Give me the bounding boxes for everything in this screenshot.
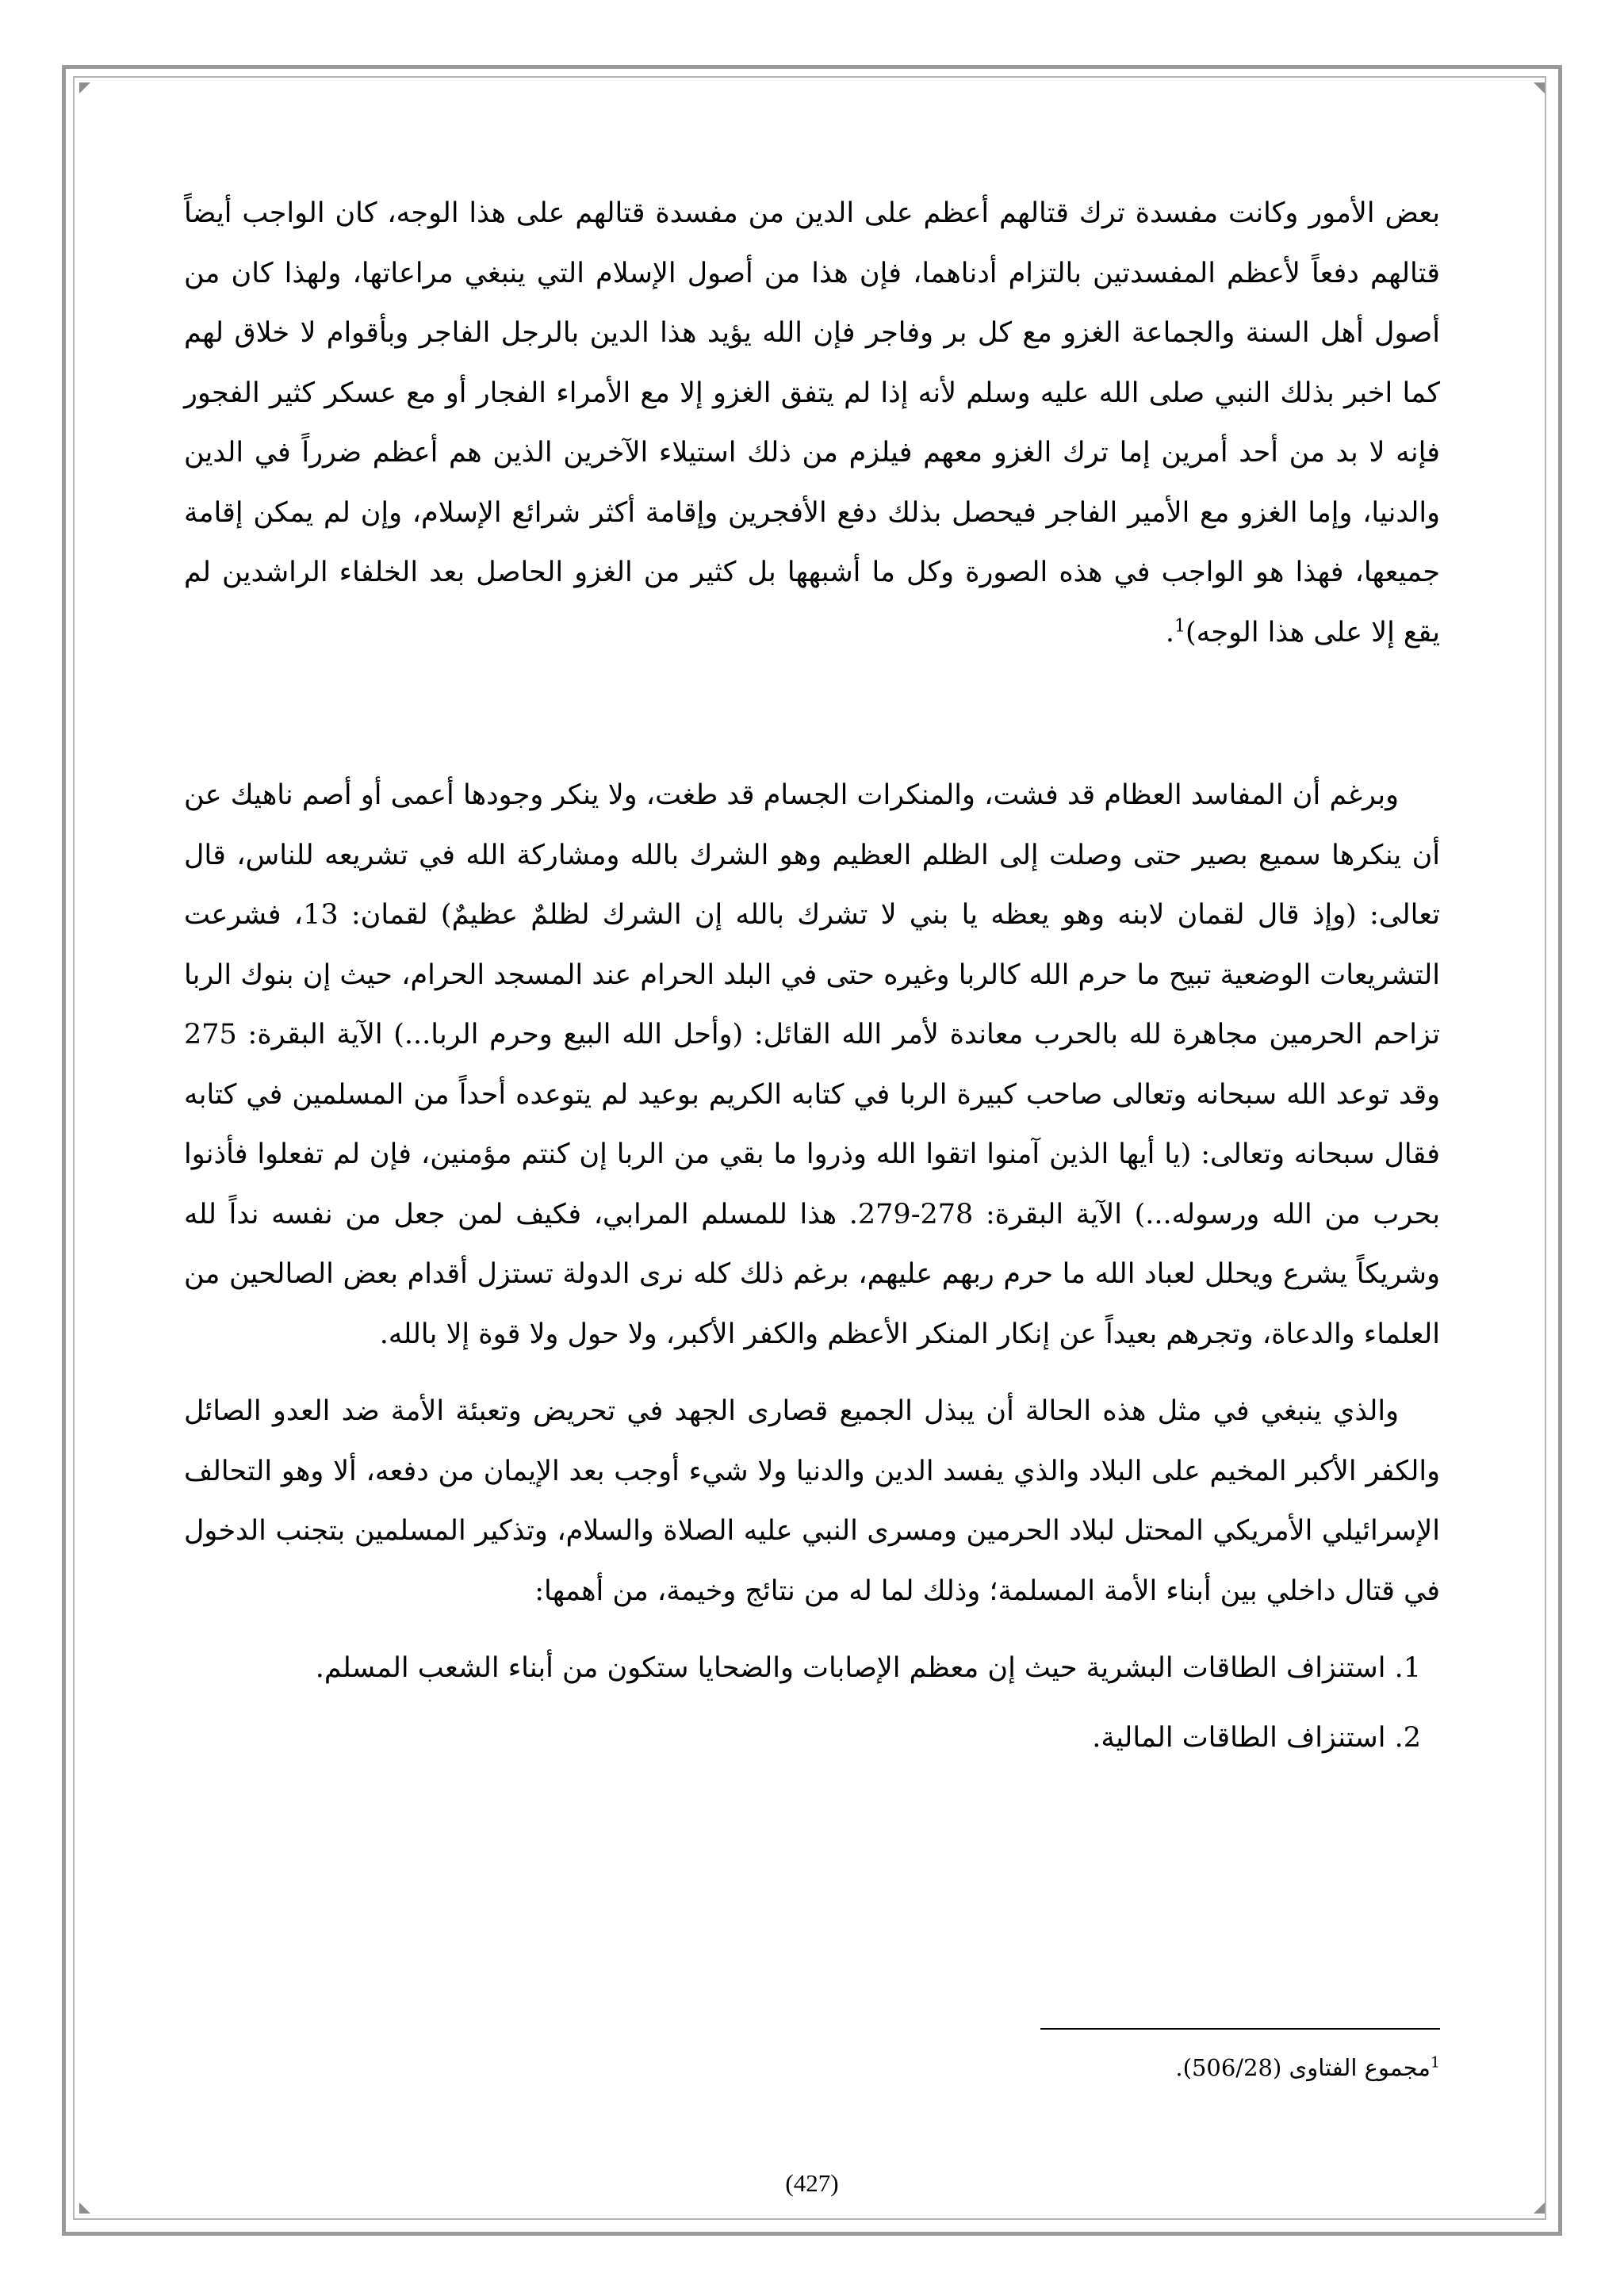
footnote-marker: 1 <box>1430 2053 1440 2072</box>
corner-ornament-bottom-right <box>1534 2202 1545 2214</box>
paragraph-quote-text: بعض الأمور وكانت مفسدة ترك قتالهم أعظم على الدين من مفسدة قتالهم على هذا الوجه، كان الواجب أيضاً قتالهم دفعاً لأعظم المفسدتين بالتزام أدناهما، فإن هذا من أصول الإسلام التي ينبغي مراعاتها، ولهذا كان من أصول أهل السنة والجماعة الغزو مع كل بر وفاجر فإن الله يؤيد هذا الدين بالرجل الفاجر وبأقوام لا خلاق لهم كما اخبر بذلك النبي صلى الله عليه وسلم لأنه إذا لم يتفق الغزو إلا مع الأمراء الفجار أو مع عسكر كثير الفجور فإنه لا بد من أحد أمرين إما ترك الغزو معهم فيلزم من ذلك استيلاء الآخرين الذين هم أعظم ضرراً في الدين والدنيا، وإما الغزو مع الأمير الفاجر فيحصل بذلك دفع الأفجرين وإقامة أكثر شرائع الإسلام، وإن لم يمكن إقامة جميعها، فهذا هو الواجب في هذه الصورة وكل ما أشبهها بل كثير من الغزو الحاصل بعد الخلفاء الراشدين لم يقع إلا على هذا الوجه) <box>184 197 1440 649</box>
paragraph-2: وبرغم أن المفاسد العظام قد فشت، والمنكرات الجسام قد طغت، ولا ينكر وجودها أعمى أو أصم ناهيك عن أن ينكرها سميع بصير حتى وصلت إلى الظلم العظيم وهو الشرك بالله ومشاركة الله في تشريعه للناس، قال تعالى: (وإذ قال لقمان لابنه وهو يعظه يا بني لا تشرك بالله إن الشرك لظلمٌ عظيمٌ) لقمان: 13، فشرعت التشريعات الوضعية تبيح ما حرم الله كالربا وغيره حتى في البلد الحرام عند المسجد الحرام، حيث إن بنوك الربا تزاحم الحرمين مجاهرة لله بالحرب معاندة لأمر الله القائل: (وأحل الله البيع وحرم الربا...) الآية البقرة: 275 وقد توعد الله سبحانه وتعالى صاحب كبيرة الربا في كتابه الكريم بوعيد لم يتوعده أحداً من المسلمين في كتابه فقال سبحانه وتعالى: (يا أيها الذين آمنوا اتقوا الله وذروا ما بقي من الربا إن كنتم مؤمنين، فإن لم تفعلوا فأذنوا بحرب من الله ورسوله...) الآية البقرة: 278-279. هذا للمسلم المرابي، فكيف لمن جعل من نفسه نداً لله وشريكاً يشرع ويحلل لعباد الله ما حرم ربهم عليهم، برغم ذلك كله نرى الدولة تستزل أقدام بعض الصالحين من العلماء والدعاة، وتجرهم بعيداً عن إنكار المنكر الأعظم والكفر الأكبر، ولا حول ولا قوة إلا بالله. <box>184 779 1440 1350</box>
list-item-2: 2. استنزاف الطاقات المالية. <box>1092 1721 1421 1754</box>
paragraph-quote: بعض الأمور وكانت مفسدة ترك قتالهم أعظم على الدين من مفسدة قتالهم على هذا الوجه، كان الواجب أيضاً قتالهم دفعاً لأعظم المفسدتين بالتزام أدناهما، فإن هذا من أصول الإسلام التي ينبغي مراعاتها، ولهذا كان من أصول أهل السنة والجماعة الغزو مع كل بر وفاجر فإن الله يؤيد هذا الدين بالرجل الفاجر وبأقوام لا خلاق لهم كما اخبر بذلك النبي صلى الله عليه وسلم لأنه إذا لم يتفق الغزو إلا مع الأمراء الفجار أو مع عسكر كثير الفجور فإنه لا بد من أحد أمرين إما ترك الغزو معهم فيلزم من ذلك استيلاء الآخرين الذين هم أعظم ضرراً في الدين والدنيا، وإما الغزو مع الأمير الفاجر فيحصل بذلك دفع الأفجرين وإقامة أكثر شرائع الإسلام، وإن لم يمكن إقامة جميعها، فهذا هو الواجب في هذه الصورة وكل ما أشبهها بل كثير من الغزو الحاصل بعد الخلفاء الراشدين لم يقع إلا على هذا الوجه)$^1$. <box>184 197 1440 649</box>
footnote <box>1175 2044 1440 2091</box>
corner-ornament-top-left <box>79 82 90 94</box>
corner-ornament-top-right <box>1534 82 1545 94</box>
page-body <box>184 184 1440 1777</box>
list-item-1: 1. استنزاف الطاقات البشرية حيث إن معظم الإصابات والضحايا ستكون من أبناء الشعب المسلم. <box>315 1652 1421 1684</box>
page-number: (427) <box>785 2169 839 2197</box>
paragraph-3: والذي ينبغي في مثل هذه الحالة أن يبذل الجميع قصارى الجهد في تحريض وتعبئة الأمة ضد العدو الصائل والكفر الأكبر المخيم على البلاد والذي يفسد الدين والدنيا ولا شيء أوجب بعد الإيمان من دفعه، ألا وهو التحالف الإسرائيلي الأمريكي المحتل لبلاد الحرمين ومسرى النبي عليه الصلاة والسلام، وتذكير المسلمين بتجنب الدخول في قتال داخلي بين أبناء الأمة المسلمة؛ وذلك لما له من نتائج وخيمة، من أهمها: <box>184 1395 1440 1607</box>
footnote-text: مجموع الفتاوى (506/28). <box>1175 2054 1431 2081</box>
footnote-reference[interactable]: 1 <box>1174 615 1186 636</box>
corner-ornament-bottom-left <box>79 2202 90 2214</box>
footnote-separator <box>1040 2028 1440 2030</box>
